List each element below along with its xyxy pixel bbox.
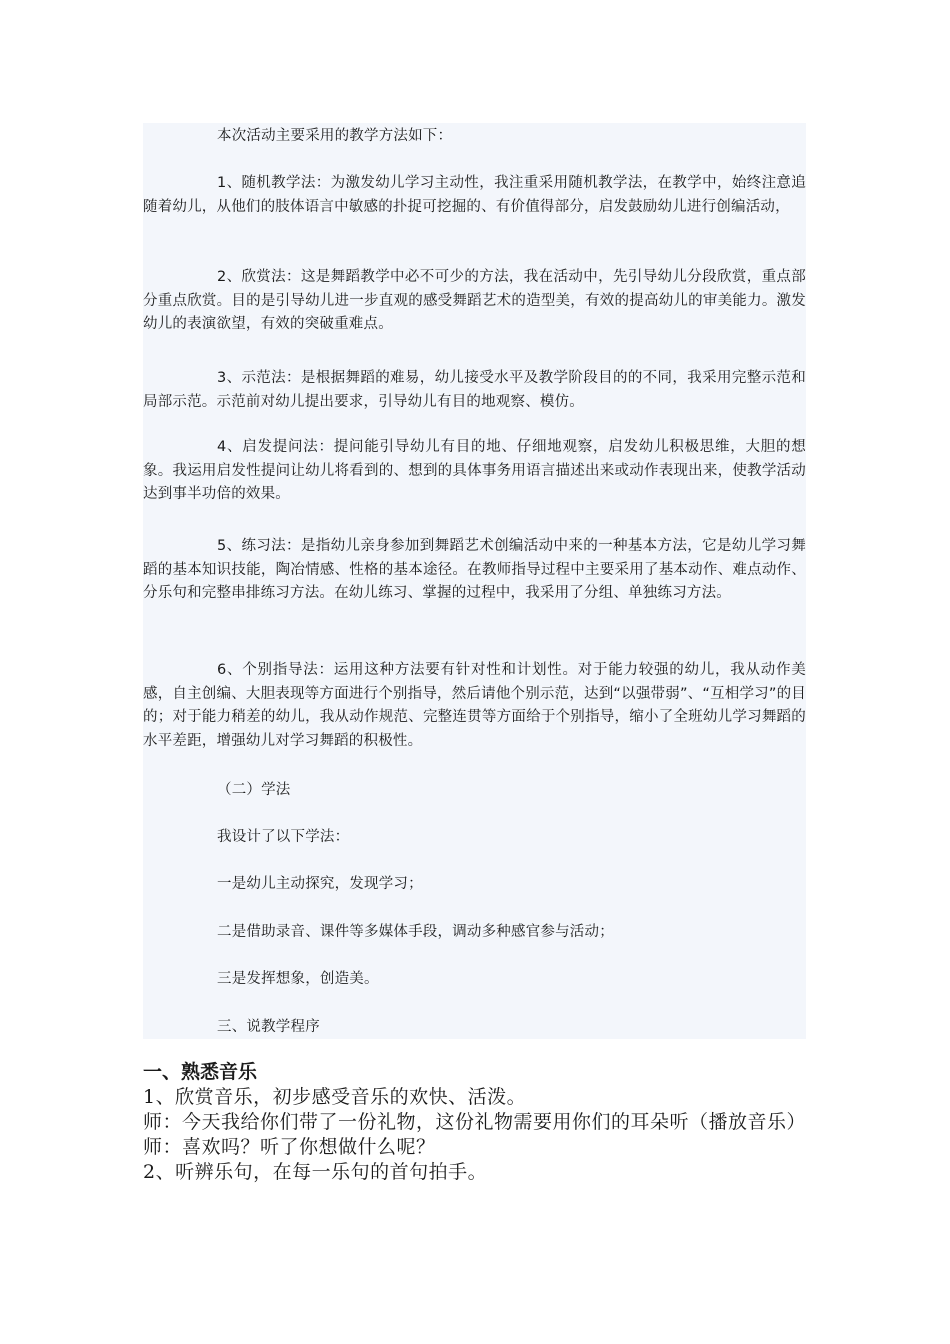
procedure-line-2: 师：今天我给你们带了一份礼物，这份礼物需要用你们的耳朵听（播放音乐） xyxy=(143,1111,807,1133)
procedure-section xyxy=(143,1060,808,1185)
study-heading: （二）学法 xyxy=(217,782,291,798)
section-three-heading: 三、说教学程序 xyxy=(217,1019,320,1035)
method-item-1: 1、随机教学法：为激发幼儿学习主动性，我注重采用随机教学法，在教学中，始终注意追随着幼儿，从他们的肢体语言中敏感的扑捉可挖掘的、有价值得部分，启发鼓励幼儿进行创编活动， xyxy=(143,175,806,215)
shaded-text-block xyxy=(143,123,806,1039)
methods-intro: 本次活动主要采用的教学方法如下： xyxy=(217,128,453,144)
study-item-3: 三是发挥想象，创造美。 xyxy=(217,971,379,987)
procedure-line-3: 师：喜欢吗？听了你想做什么呢？ xyxy=(143,1136,436,1158)
study-intro: 我设计了以下学法： xyxy=(217,829,350,845)
procedure-heading: 一、熟悉音乐 xyxy=(143,1061,258,1083)
study-item-1: 一是幼儿主动探究，发现学习； xyxy=(217,876,423,892)
method-item-3: 3、示范法：是根据舞蹈的难易，幼儿接受水平及教学阶段目的的不同，我采用完整示范和局部示范。示范前对幼儿提出要求，引导幼儿有目的地观察、模仿。 xyxy=(143,370,806,410)
method-item-4: 4、启发提问法：提问能引导幼儿有目的地、仔细地观察，启发幼儿积极思维，大胆的想象。我运用启发性提问让幼儿将看到的、想到的具体事务用语言描述出来或动作表现出来，使教学活动达到事半功倍的效果。 xyxy=(143,439,806,502)
study-item-2: 二是借助录音、课件等多媒体手段，调动多种感官参与活动； xyxy=(217,924,614,940)
method-item-5: 5、练习法：是指幼儿亲身参加到舞蹈艺术创编活动中来的一种基本方法，它是幼儿学习舞蹈的基本知识技能，陶冶情感、性格的基本途径。在教师指导过程中主要采用了基本动作、难点动作、分乐句和完整串排练习方法。在幼儿练习、掌握的过程中，我采用了分组、单独练习方法。 xyxy=(143,538,806,601)
method-item-2: 2、欣赏法：这是舞蹈教学中必不可少的方法，我在活动中，先引导幼儿分段欣赏，重点部分重点欣赏。目的是引导幼儿进一步直观的感受舞蹈艺术的造型美，有效的提高幼儿的审美能力。激发幼儿的表演欲望，有效的突破重难点。 xyxy=(143,269,806,332)
method-item-6: 6、个别指导法：运用这种方法要有针对性和计划性。对于能力较强的幼儿，我从动作美感，自主创编、大胆表现等方面进行个别指导，然后请他个别示范，达到“以强带弱”、“互相学习”的目的；对于能力稍差的幼儿，我从动作规范、完整连贯等方面给于个别指导，缩小了全班幼儿学习舞蹈的水平差距，增强幼儿对学习舞蹈的积极性。 xyxy=(143,662,806,749)
procedure-line-1: 1、欣赏音乐，初步感受音乐的欢快、活泼。 xyxy=(143,1086,527,1108)
procedure-line-4: 2、听辨乐句，在每一乐句的首句拍手。 xyxy=(143,1161,488,1183)
